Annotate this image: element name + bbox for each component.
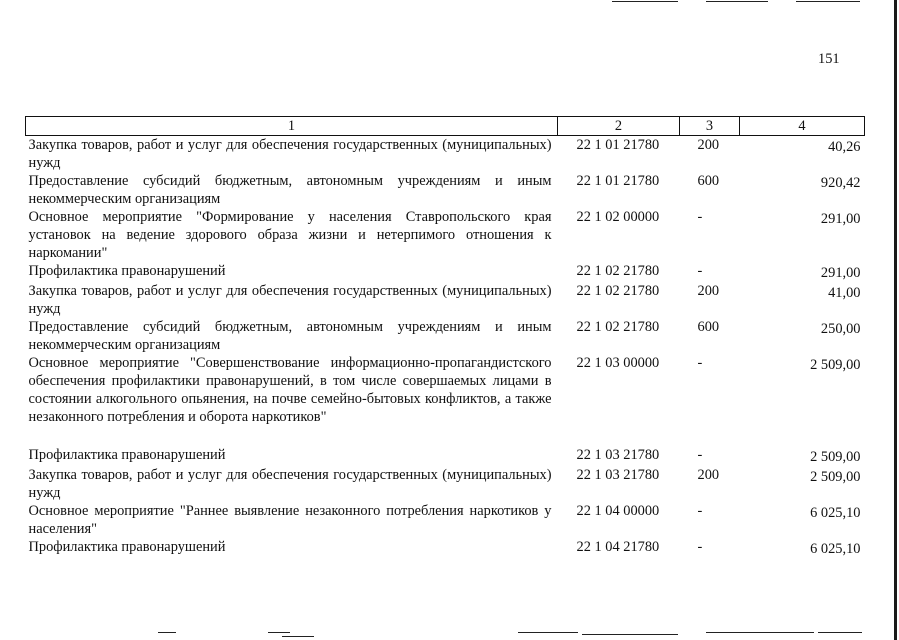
table-row <box>26 466 865 502</box>
spacer-row <box>26 426 865 446</box>
header-col-4: 4 <box>740 117 865 136</box>
scan-artifact-bottom <box>268 632 290 633</box>
row-name: Предоставление субсидий бюджетным, автономным учреждениям и иным некоммерческим организациям <box>28 319 552 353</box>
row-expense-type: - <box>697 355 703 371</box>
row-expense-type: 200 <box>697 467 720 483</box>
row-expense-type: - <box>697 539 703 555</box>
row-amount: 291,00 <box>820 211 861 227</box>
row-name: Основное мероприятие "Совершенствование информационно-пропагандистского обеспечения профилактики правонарушений, в том числе совершаемых лицами в состоянии алкогольного опьянения, на почве семейно-бытовых конфликтов, а также незаконного потребления и оборота наркотиков" <box>28 355 552 425</box>
row-amount: 920,42 <box>820 175 861 191</box>
table-row <box>26 282 865 318</box>
row-expense-type: 200 <box>697 137 720 153</box>
row-name: Профилактика правонарушений <box>28 539 226 555</box>
row-amount: 250,00 <box>820 321 861 337</box>
row-code: 22 1 03 21780 <box>576 447 660 463</box>
header-col-2: 2 <box>558 117 680 136</box>
scan-artifact-bottom <box>158 632 176 633</box>
table-row <box>26 318 865 354</box>
table-row <box>26 208 865 262</box>
row-expense-type: 600 <box>697 319 720 335</box>
row-expense-type: - <box>697 263 703 279</box>
row-expense-type: - <box>697 209 703 225</box>
row-amount: 2 509,00 <box>810 469 861 485</box>
row-name: Основное мероприятие "Формирование у населения Ставропольского края установок на ведение здорового образа жизни и нетерпимого отношения к наркомании" <box>28 209 552 261</box>
scan-artifact-top <box>796 1 860 2</box>
table-row <box>26 446 865 466</box>
row-amount: 6 025,10 <box>810 541 861 557</box>
row-amount: 6 025,10 <box>810 505 861 521</box>
row-code: 22 1 02 00000 <box>576 209 660 225</box>
scan-artifact-bottom <box>706 632 814 633</box>
row-amount: 40,26 <box>828 139 861 155</box>
row-expense-type: - <box>697 447 703 463</box>
header-col-3: 3 <box>680 117 740 136</box>
row-expense-type: 200 <box>697 283 720 299</box>
row-code: 22 1 02 21780 <box>576 319 660 335</box>
row-code: 22 1 01 21780 <box>576 137 660 153</box>
budget-table <box>25 116 865 558</box>
table-row <box>26 538 865 558</box>
row-amount: 41,00 <box>828 285 861 301</box>
row-name: Закупка товаров, работ и услуг для обеспечения государственных (муниципальных) нужд <box>28 283 552 317</box>
table-row <box>26 172 865 208</box>
row-amount: 291,00 <box>820 265 861 281</box>
header-row <box>26 117 865 136</box>
row-name: Закупка товаров, работ и услуг для обеспечения государственных (муниципальных) нужд <box>28 467 552 501</box>
row-code: 22 1 03 00000 <box>576 355 660 371</box>
scan-artifact-top <box>612 1 678 2</box>
scan-artifact-top <box>706 1 768 2</box>
scan-artifact-bottom <box>582 634 678 635</box>
row-code: 22 1 03 21780 <box>576 467 660 483</box>
row-amount: 2 509,00 <box>810 357 861 373</box>
row-code: 22 1 01 21780 <box>576 173 660 189</box>
table-row <box>26 136 865 173</box>
scan-artifact-bottom <box>282 636 314 637</box>
row-name: Предоставление субсидий бюджетным, автономным учреждениям и иным некоммерческим организациям <box>28 173 552 207</box>
row-expense-type: - <box>697 503 703 519</box>
header-col-1: 1 <box>26 117 558 136</box>
scan-artifact-bottom <box>818 632 862 633</box>
table-row <box>26 502 865 538</box>
scan-artifact-edge <box>894 0 897 640</box>
table-row <box>26 262 865 282</box>
row-code: 22 1 02 21780 <box>576 283 660 299</box>
row-expense-type: 600 <box>697 173 720 189</box>
row-name: Основное мероприятие "Раннее выявление незаконного потребления наркотиков у населения" <box>28 503 552 537</box>
row-name: Профилактика правонарушений <box>28 263 226 279</box>
row-code: 22 1 04 21780 <box>576 539 660 555</box>
row-code: 22 1 04 00000 <box>576 503 660 519</box>
row-amount: 2 509,00 <box>810 449 861 465</box>
spacer-cell <box>26 426 865 446</box>
scan-artifact-bottom <box>518 632 578 633</box>
row-code: 22 1 02 21780 <box>576 263 660 279</box>
row-name: Профилактика правонарушений <box>28 447 226 463</box>
page-number: 151 <box>818 51 840 67</box>
table-row <box>26 354 865 426</box>
row-name: Закупка товаров, работ и услуг для обеспечения государственных (муниципальных) нужд <box>28 137 552 171</box>
